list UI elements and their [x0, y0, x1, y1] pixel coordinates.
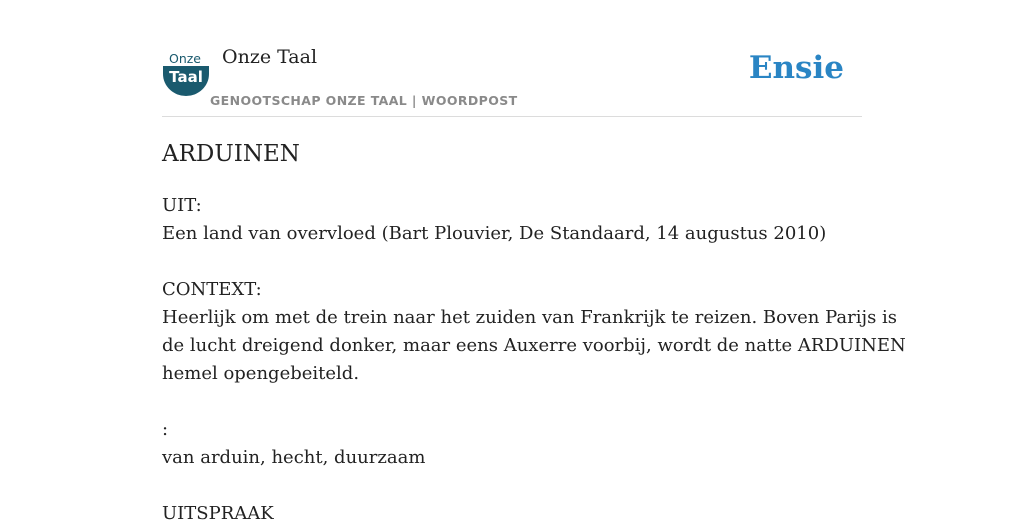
source-label: UIT: — [162, 195, 202, 216]
ensie-brand-link[interactable]: Ensie — [748, 50, 844, 86]
context-line: Heerlijk om met de trein naar het zuiden van Frankrijk te reizen. Boven Parijs is — [162, 307, 898, 328]
onze-taal-logo[interactable] — [162, 52, 210, 96]
page-header — [162, 40, 862, 117]
spacer — [162, 248, 862, 276]
pronunciation-label: UITSPRAAK — [162, 503, 274, 524]
context-line: hemel opengebeiteld. — [162, 363, 360, 384]
logo-word-bottom: Taal — [169, 68, 203, 86]
spacer — [162, 388, 862, 416]
logo-word-top: Onze — [168, 51, 202, 66]
source-text: Een land van overvloed (Bart Plouvier, De Standaard, 14 augustus 2010) — [162, 223, 827, 244]
definition-text: van arduin, hecht, duurzaam — [162, 447, 426, 468]
definition-label: : — [162, 419, 169, 440]
site-title[interactable]: Onze Taal — [222, 46, 318, 68]
spacer — [162, 472, 862, 500]
site-subtitle: GENOOTSCHAP ONZE TAAL | WOORDPOST — [210, 93, 518, 108]
entry-content — [162, 138, 906, 528]
context-line: de lucht dreigend donker, maar eens Auxerre voorbij, wordt de natte ARDUINEN — [162, 335, 906, 356]
context-label: CONTEXT: — [162, 279, 262, 300]
entry-body — [162, 192, 906, 528]
entry-title: ARDUINEN — [162, 141, 300, 167]
